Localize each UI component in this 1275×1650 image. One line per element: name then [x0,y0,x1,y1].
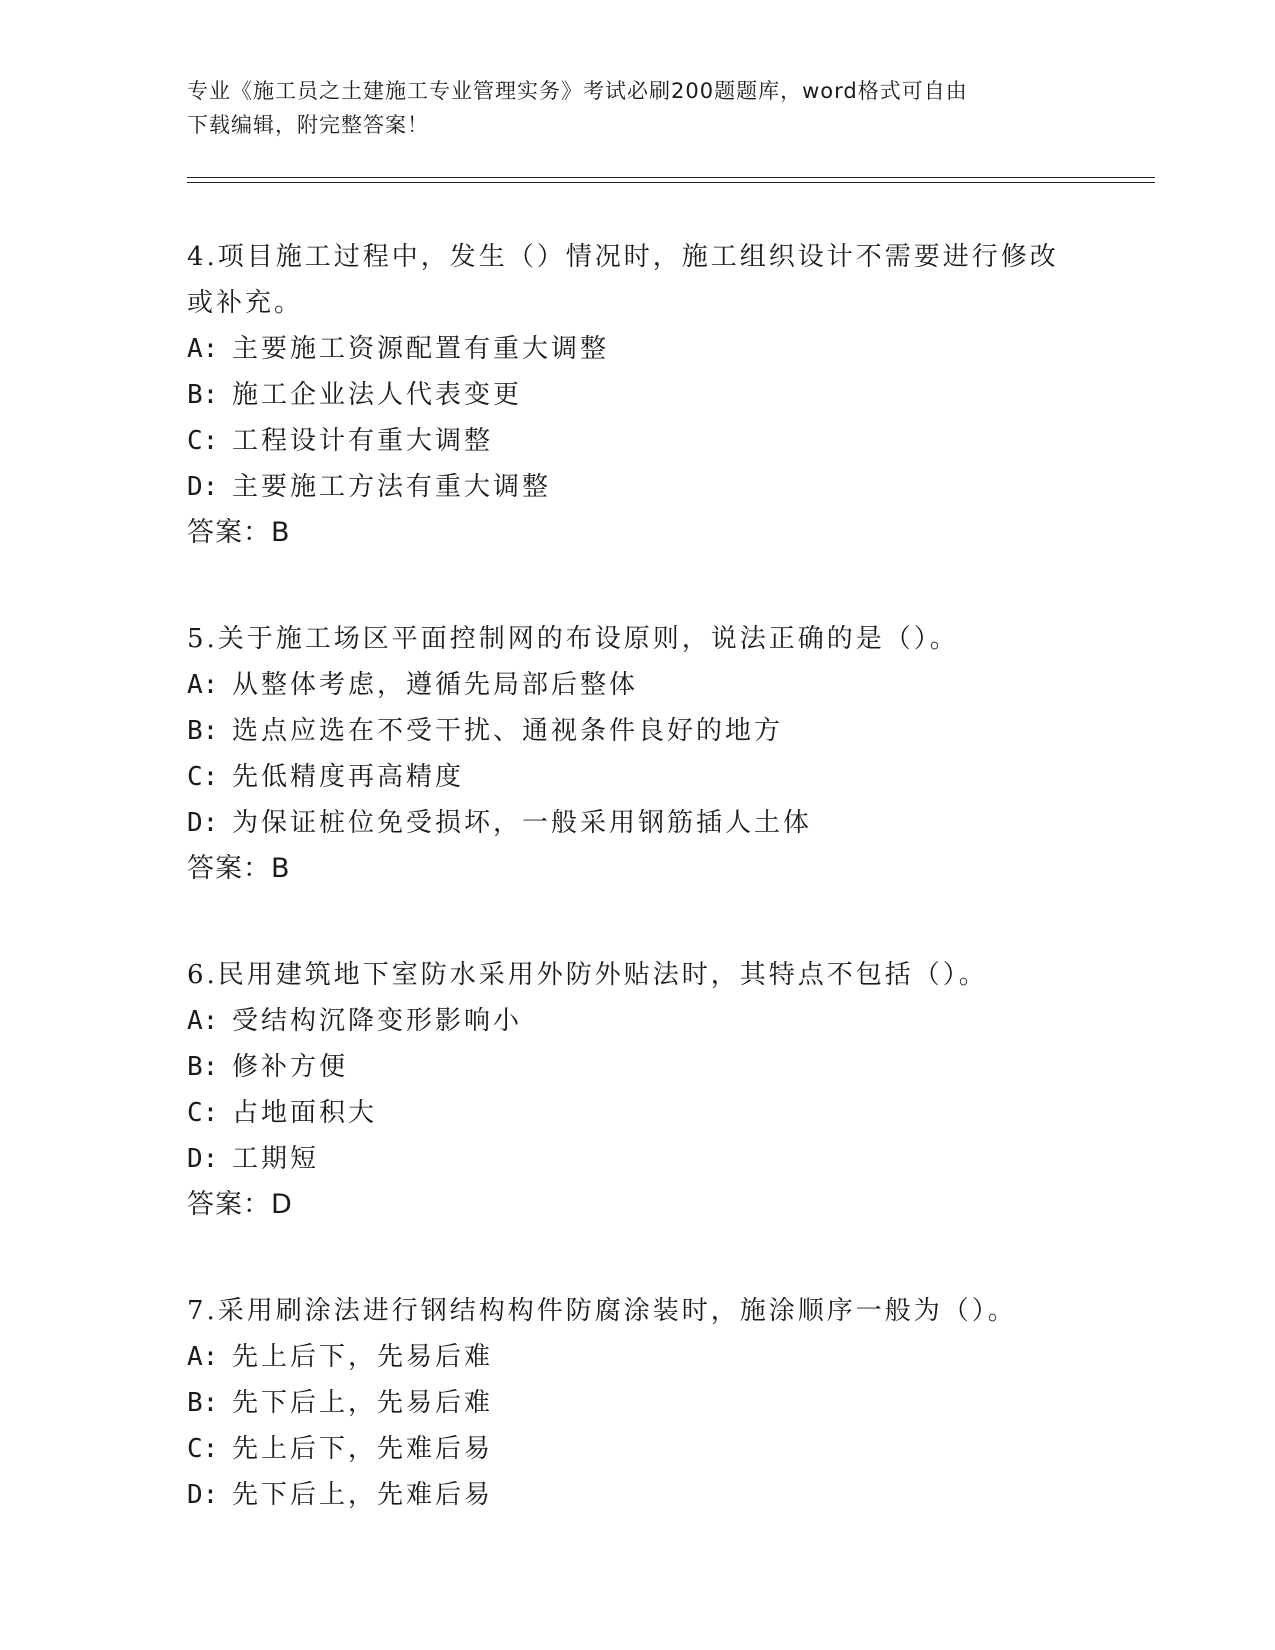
question-4 [187,234,1117,556]
option-text: 受结构沉降变形影响小 [232,1006,523,1036]
question-text [187,616,1117,662]
option-d [187,1472,1117,1518]
option-letter: B: [187,1388,219,1418]
option-a [187,998,1117,1044]
option-letter: B: [187,1052,219,1082]
option-letter: C: [187,1098,219,1128]
option-text: 主要施工资源配置有重大调整 [232,334,610,364]
question-6 [187,952,1117,1228]
option-text: 施工企业法人代表变更 [232,380,523,410]
header-line-2: 下载编辑，附完整答案！ [187,113,429,137]
option-letter: D: [187,808,219,838]
option-text: 先低精度再高精度 [232,762,465,792]
option-c [187,1426,1117,1472]
question-text-line: 5.关于施工场区平面控制网的布设原则，说法正确的是（）。 [187,624,959,654]
option-c [187,418,1117,464]
option-letter: A: [187,1342,219,1372]
question-text [187,1288,1117,1334]
question-5 [187,616,1117,892]
option-d [187,1136,1117,1182]
option-a [187,326,1117,372]
option-text: 工程设计有重大调整 [232,426,494,456]
option-letter: A: [187,334,219,364]
option-text: 先下后上，先难后易 [232,1480,494,1510]
question-text-line: 7.采用刷涂法进行钢结构构件防腐涂装时，施涂顺序一般为（）。 [187,1296,1017,1326]
option-letter: C: [187,762,219,792]
option-letter: D: [187,1144,219,1174]
option-text: 占地面积大 [232,1098,378,1128]
question-text-line: 6.民用建筑地下室防水采用外防外贴法时，其特点不包括（）。 [187,960,988,990]
option-text: 先下后上，先易后难 [232,1388,494,1418]
answer-label: 答案：D [187,1189,293,1220]
option-letter: B: [187,716,219,746]
option-b [187,1044,1117,1090]
option-text: 工期短 [232,1144,320,1174]
option-text: 从整体考虑，遵循先局部后整体 [232,670,639,700]
question-text-line: 或补充。 [187,288,304,318]
question-text [187,234,1117,326]
option-text: 修补方便 [232,1052,349,1082]
option-text: 为保证桩位免受损坏，一般采用钢筋插人土体 [232,808,813,838]
header-divider-top [187,177,1155,178]
question-list [187,234,1117,1578]
option-c [187,1090,1117,1136]
option-b [187,372,1117,418]
option-b [187,1380,1117,1426]
document-header [187,74,1087,142]
option-c [187,754,1117,800]
question-text [187,952,1117,998]
header-line-1: 专业《施工员之土建施工专业管理实务》考试必刷200题题库，word格式可自由 [187,79,968,103]
option-letter: B: [187,380,219,410]
option-b [187,708,1117,754]
option-letter: C: [187,426,219,456]
option-letter: C: [187,1434,219,1464]
option-a [187,1334,1117,1380]
option-text: 选点应选在不受干扰、通视条件良好的地方 [232,716,784,746]
option-text: 主要施工方法有重大调整 [232,472,552,502]
option-a [187,662,1117,708]
answer-label: 答案：B [187,517,291,548]
option-text: 先上后下，先难后易 [232,1434,494,1464]
option-d [187,800,1117,846]
option-letter: D: [187,472,219,502]
question-text-line: 4.项目施工过程中，发生（）情况时，施工组织设计不需要进行修改 [187,242,1059,272]
option-letter: D: [187,1480,219,1510]
option-d [187,464,1117,510]
question-7 [187,1288,1117,1518]
header-divider-bottom [187,182,1155,183]
answer-label: 答案：B [187,853,291,884]
option-letter: A: [187,670,219,700]
option-letter: A: [187,1006,219,1036]
option-text: 先上后下，先易后难 [232,1342,494,1372]
